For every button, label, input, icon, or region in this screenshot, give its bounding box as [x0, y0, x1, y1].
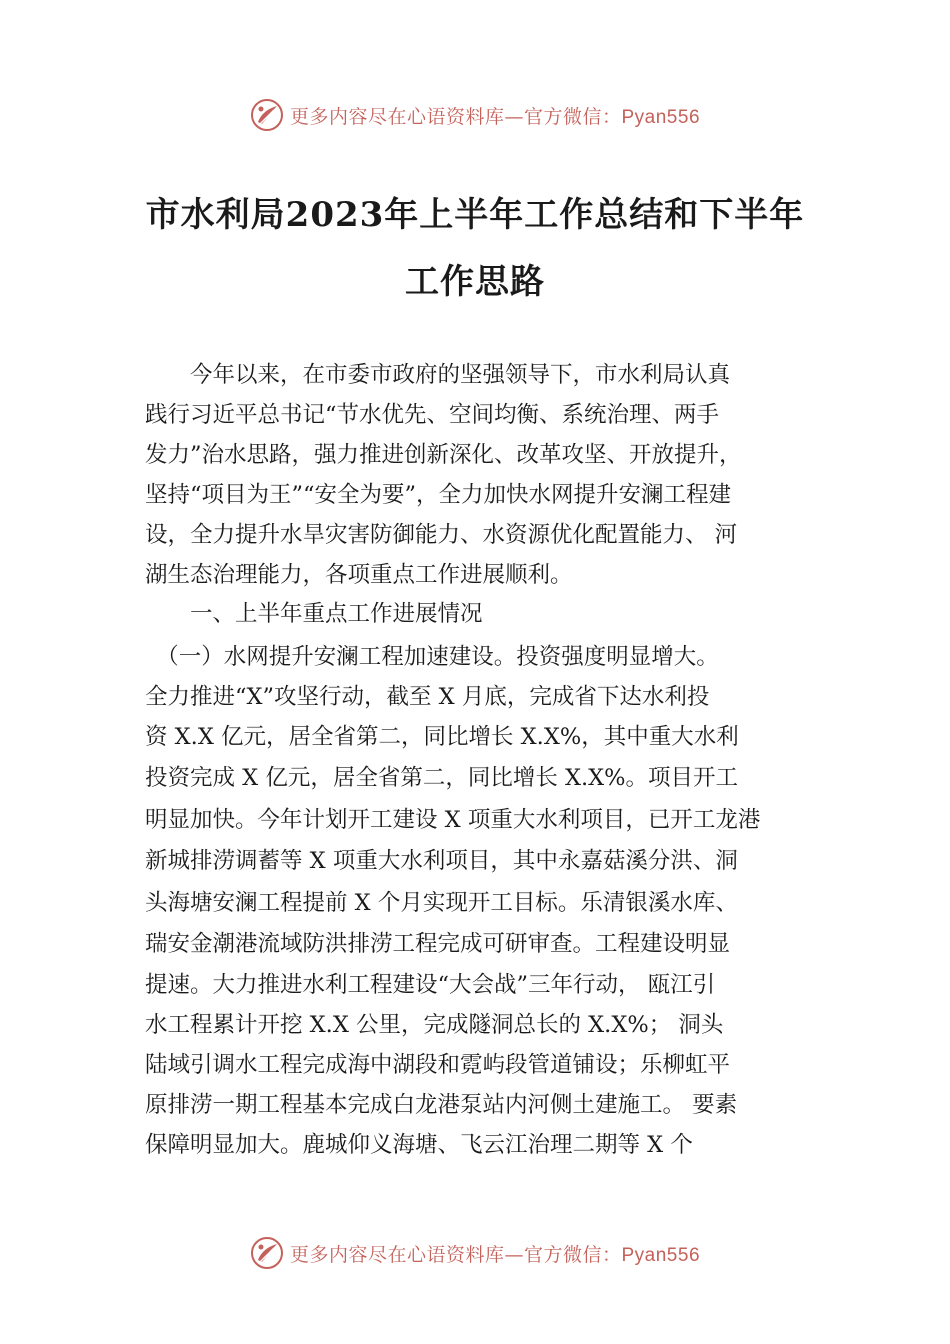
watermark-banner-content	[250, 1236, 700, 1270]
body-line: 保障明显加大。鹿城仰义海塘、飞云江治理二期等 X 个	[145, 1132, 693, 1158]
document-title-line-2: 工作思路	[405, 262, 545, 302]
body-line: 发力”治水思路，强力推进创新深化、改革攻坚、开放提升，	[145, 442, 742, 468]
body-line: 新城排涝调蓄等 X 项重大水利项目，其中永嘉菇溪分洪、洞	[145, 848, 738, 874]
body-line: 明显加快。今年计划开工建设 X 项重大水利项目，已开工龙港	[145, 807, 761, 833]
watermark-label: 更多内容尽在心语资料库—官方微信：	[289, 105, 622, 128]
brand-logo-icon	[250, 98, 284, 132]
body-line: 提速。大力推进水利工程建设“大会战”三年行动， 瓯江引	[145, 972, 716, 998]
body-line: 设，全力提升水旱灾害防御能力、水资源优化配置能力、 河	[145, 522, 738, 548]
body-line: 瑞安金潮港流域防洪排涝工程完成可研审查。工程建设明显	[145, 931, 731, 957]
body-line: 湖生态治理能力，各项重点工作进展顺利。	[145, 562, 573, 588]
body-line: 原排涝一期工程基本完成白龙港泵站内河侧土建施工。 要素	[145, 1092, 738, 1118]
watermark-wechat-id: Pyan556	[621, 106, 701, 128]
body-line: 资 X.X 亿元，居全省第二，同比增长 X.X%，其中重大水利	[145, 724, 739, 750]
watermark-banner-content	[250, 98, 700, 132]
watermark-banner-bottom	[0, 1233, 950, 1273]
body-line: 投资完成 X 亿元，居全省第二，同比增长 X.X%。项目开工	[145, 765, 739, 791]
body-line: 头海塘安澜工程提前 X 个月实现开工目标。乐清银溪水库、	[145, 890, 738, 916]
watermark-label: 更多内容尽在心语资料库—官方微信：	[289, 1243, 622, 1266]
body-line: 践行习近平总书记“节水优先、空间均衡、系统治理、两手	[145, 402, 720, 428]
body-line: 陆域引调水工程完成海中湖段和霓屿段管道铺设；乐柳虹平	[145, 1052, 731, 1078]
watermark-text	[290, 1240, 700, 1267]
document-title-line-1: 市水利局2023年上半年工作总结和下半年	[145, 195, 805, 235]
body-line: 全力推进“X”攻坚行动，截至 X 月底，完成省下达水利投	[145, 684, 710, 710]
brand-logo-icon	[250, 1236, 284, 1270]
watermark-banner-top	[0, 95, 950, 135]
body-line: 水工程累计开挖 X.X 公里，完成隧洞总长的 X.X%； 洞头	[145, 1012, 724, 1038]
watermark-wechat-id: Pyan556	[621, 1244, 701, 1266]
body-line: 坚持“项目为王”“安全为要”，全力加快水网提升安澜工程建	[145, 482, 732, 508]
section-heading: 一、上半年重点工作进展情况	[145, 601, 483, 627]
body-line: （一）水网提升安澜工程加速建设。投资强度明显增大。	[145, 644, 719, 670]
body-line: 今年以来，在市委市政府的坚强领导下，市水利局认真	[145, 362, 731, 388]
watermark-text	[290, 102, 700, 129]
